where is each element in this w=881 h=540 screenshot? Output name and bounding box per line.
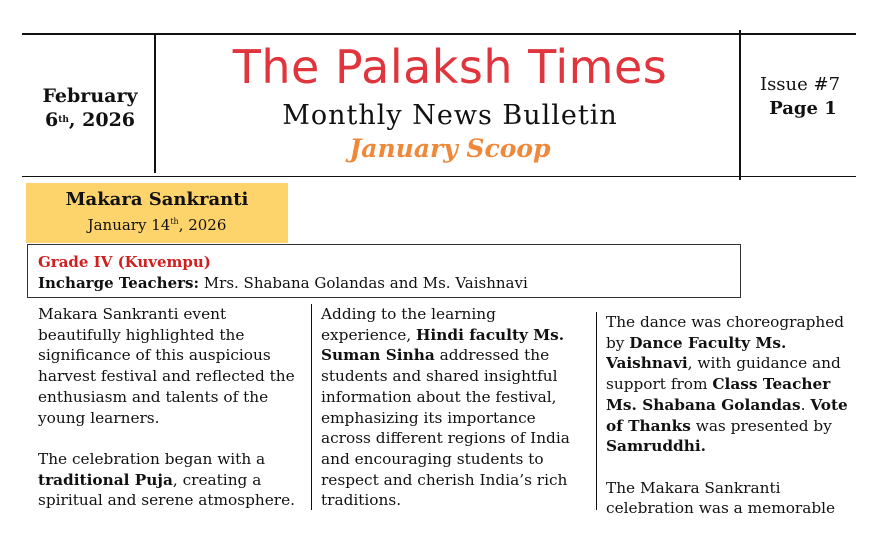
masthead-subtitle: Monthly News Bulletin xyxy=(282,100,618,131)
paragraph: The dance was choreographed by Dance Faculty Ms. Vaishnavi, with guidance and support from Class Teacher Ms. Shabana Golandas. Vote of Thanks was presented by Samruddhi. xyxy=(606,313,848,456)
event-title: Makara Sankranti xyxy=(65,189,249,210)
class-info-box xyxy=(27,244,741,298)
paragraph: The Makara Sankranti celebration was a memorable xyxy=(606,478,836,518)
header-divider-left xyxy=(154,33,156,173)
incharge-teachers: Incharge Teachers: Mrs. Shabana Golandas and Ms. Vaishnavi xyxy=(38,274,528,292)
article-column-3 xyxy=(606,312,856,540)
header-bottom-rule xyxy=(22,176,856,177)
article-column-2 xyxy=(321,304,583,532)
paragraph: Adding to the learning experience, Hindi faculty Ms. Suman Sinha addressed the students and shared insightful information about the festival, emphasizing its importance across different regions of India and encouraging students to respect and cherish India’s rich traditions. xyxy=(321,305,570,510)
issue-info xyxy=(750,73,850,121)
paragraph: Makara Sankranti event beautifully highlighted the significance of this auspicious harvest festival and reflected the enthusiasm and talents of the young learners. xyxy=(38,305,295,427)
grade-label: Grade IV (Kuvempu) xyxy=(38,253,211,271)
masthead-title: The Palaksh Times xyxy=(232,40,668,94)
page-number: Page 1 xyxy=(769,98,837,119)
column-separator-2 xyxy=(596,312,597,510)
event-heading-box xyxy=(26,183,288,243)
edition-name: January Scoop xyxy=(349,134,551,163)
column-separator-1 xyxy=(311,304,312,510)
issue-date: February 6th, 2026 xyxy=(42,85,138,131)
top-rule xyxy=(22,33,856,35)
paragraph: The celebration began with a traditional Puja, creating a spiritual and serene atmosphere. xyxy=(38,449,296,510)
masthead xyxy=(160,37,740,165)
event-date: January 14th, 2026 xyxy=(87,216,227,234)
issue-number: Issue #7 xyxy=(759,74,841,95)
article-column-1 xyxy=(38,304,304,532)
